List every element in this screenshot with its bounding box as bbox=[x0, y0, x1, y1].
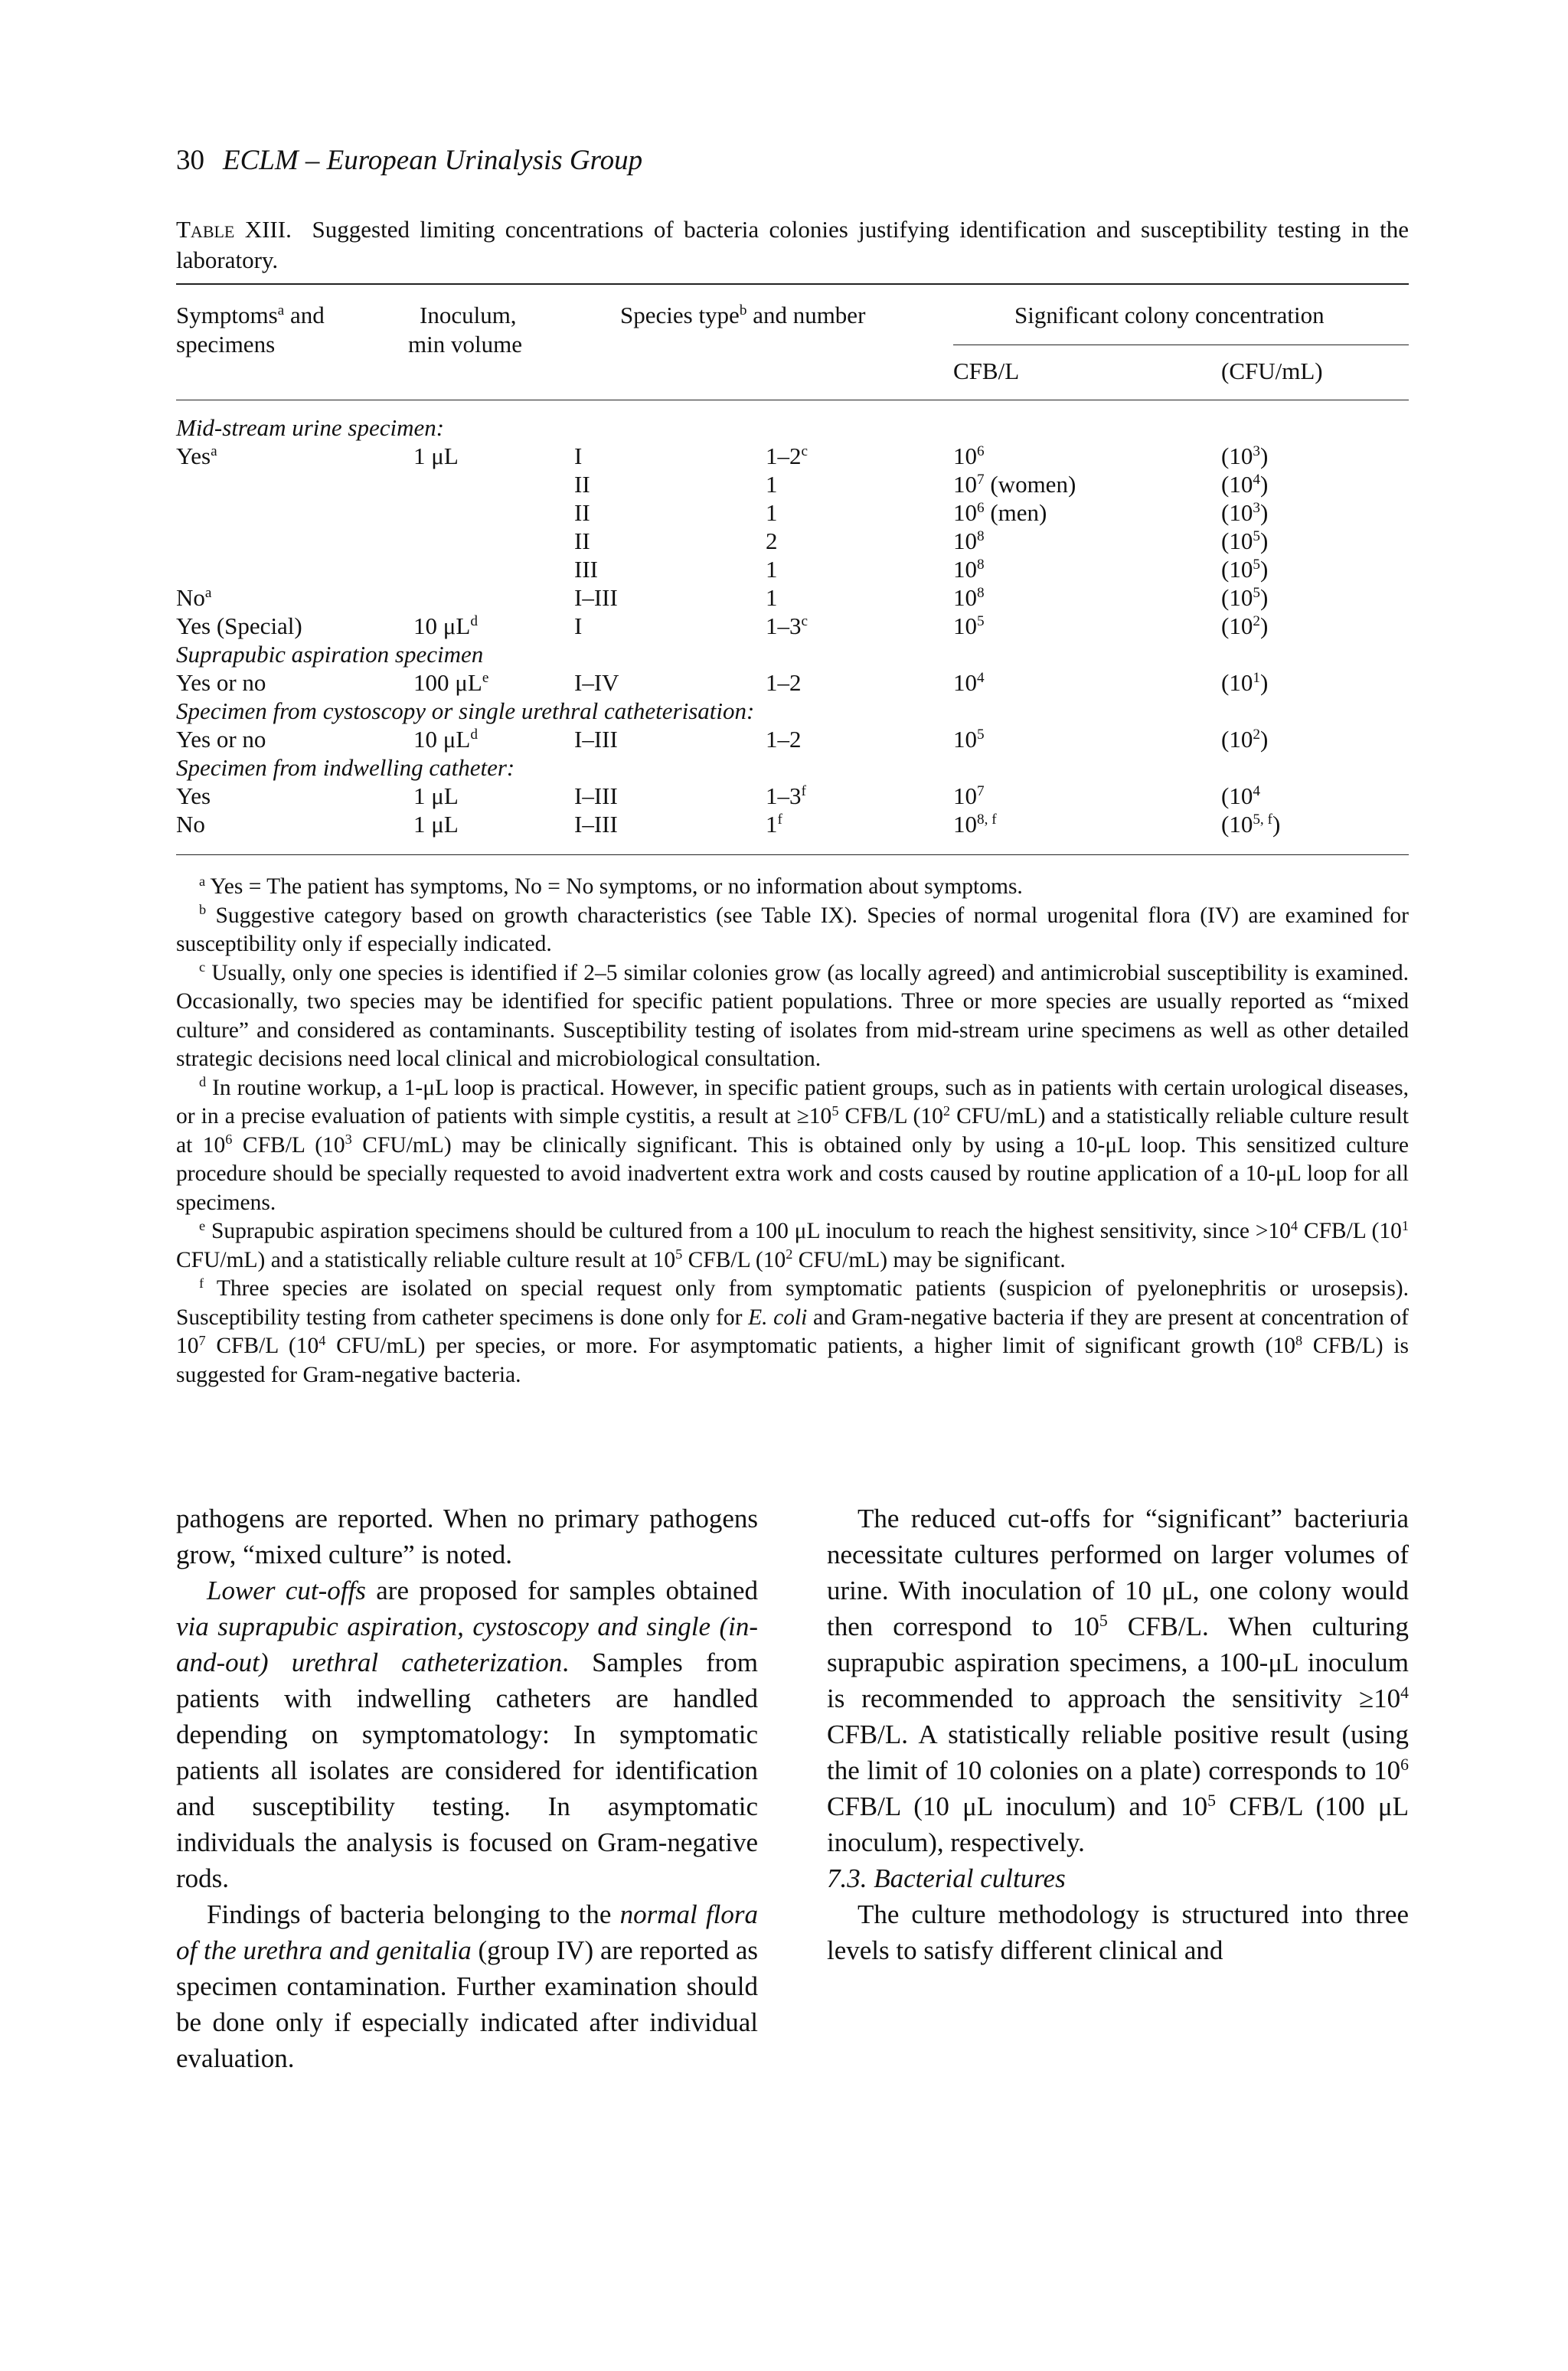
paragraph: The reduced cut-offs for “significant” bacteriuria necessitate cultures performed on larger volumes of urine. With inoculation of 10 μL, one colony would then correspond to $10^5$ CFB/L. When culturing suprapubic aspiration specimens, a 100-μL inoculum is recommended to approach the sensitivity $\ge 10^4$ CFB/L. A statistically reliable positive result (using the limit of 10 colonies on a plate) corresponds to $10^6$ CFB/L (10 μL inoculum) and $10^5$ CFB/L (100 μL inoculum), respectively. bbox=[827, 1504, 1410, 1857]
table-row: No$^a$ I–III 1 $10^8$ $(10^5)$ bbox=[176, 584, 1269, 611]
left-column bbox=[176, 1501, 758, 2076]
table-section-label: Suprapubic aspiration specimen bbox=[176, 641, 484, 668]
section-heading: 7.3. Bacterial cultures bbox=[827, 1863, 1066, 1893]
table-caption-text: Suggested limiting concentrations of bacteria colonies justifying identification and susceptibility testing in the laboratory. bbox=[176, 216, 1410, 273]
table-row: Yes or no 100 μLe I–IV 1–2 $10^4$ $(10^1)$ bbox=[176, 669, 1269, 696]
footnote-d: $^d$ In routine workup, a 1-μL loop is practical. However, in specific patient groups, such as in patients with certain urological diseases, or in a precise evaluation of patients with simple cystitis, a result at $\ge 10^5$ CFB/L ($10^2$ CFU/mL) and a statistically reliable culture result at $10^6$ CFB/L ($10^3$ CFU/mL) may be clinically significant. This is obtained only by using a 10-μL loop. This sensitized culture procedure should be specially requested to avoid inadvertent extra work and costs caused by routine application of a 10-μL loop for all specimens. bbox=[176, 1074, 1410, 1215]
paragraph: Lower cut-offs are proposed for samples obtained via suprapubic aspiration, cystoscopy and single (in-and-out) urethral catheterization. Samples from patients with indwelling catheters are handled depending on symptomatology: In symptomatic patients all isolates are considered for identification and susceptibility testing. In asymptomatic individuals the analysis is focused on Gram-negative rods. bbox=[176, 1576, 758, 1893]
paragraph: Findings of bacteria belonging to the normal flora of the urethra and genitalia (group IV) are reported as specimen contamination. Further examination should be done only if especially indicated after individual evaluation. bbox=[176, 1899, 758, 2073]
header-symptoms: Symptoms$^a$ and bbox=[176, 302, 325, 328]
table-row: Yes 1 μL I–III 1–3$^f$ $10^7$ ($10^4$ bbox=[176, 782, 1260, 809]
table-row: II 1 $10^6$ (men) $(10^3)$ bbox=[574, 499, 1269, 526]
table-row: Yes$^a$ 1 μL I 1–2$^c$ $10^6$ $(10^3)$ bbox=[176, 443, 1269, 469]
footnote-b: $^b$ Suggestive category based on growth characteristics (see Table IX). Species of normal urogenital flora (IV) are examined for susceptibility only if especially indicated. bbox=[176, 902, 1410, 956]
journal-title: ECLM – European Urinalysis Group bbox=[223, 145, 643, 176]
table-row: II 1 $10^7$ (women) $(10^4)$ bbox=[574, 471, 1269, 498]
table-bottom-rule bbox=[176, 854, 1409, 855]
paragraph: The culture methodology is structured into three levels to satisfy different clinical and bbox=[827, 1899, 1409, 1965]
table-row: Yes (Special) 10 $\mu L^d$ I 1–3$^c$ $10^5$ $(10^2)$ bbox=[176, 612, 1269, 639]
table-caption bbox=[176, 214, 1409, 276]
footnote-f: $^f$ Three species are isolated on special request only from symptomatic patients (suspicion of pyelonephritis or urosepsis). Susceptibility testing from catheter specimens is done only for E. coli and Gram-negative bacteria if they are present at concentration of $10^7$ CFB/L ($10^4$ CFU/mL) per species, or more. For asymptomatic patients, a higher limit of significant growth ($10^8$ CFB/L) is suggested for Gram-negative bacteria. bbox=[176, 1275, 1410, 1387]
header-specimens: specimens bbox=[176, 331, 276, 358]
footnote-e: $^e$ Suprapubic aspiration specimens should be cultured from a 100 μL inoculum to reach the highest sensitivity, since $>10^4$ CFB/L ($10^1$ CFU/mL) and a statistically reliable culture result at $10^5$ CFB/L ($10^2$ CFU/mL) may be significant. bbox=[176, 1217, 1409, 1272]
footnote-a: $^a$ Yes = The patient has symptoms, No = No symptoms, or no information about symptoms. bbox=[199, 873, 1023, 899]
table-footnotes bbox=[176, 873, 1409, 1390]
table-row: III 1 $10^8$ $(10^5)$ bbox=[574, 556, 1269, 583]
table-section-label: Specimen from indwelling catheter: bbox=[176, 754, 515, 781]
header-inoculum: Inoculum, bbox=[420, 302, 517, 328]
header-cfu: (CFU/mL) bbox=[1221, 358, 1323, 384]
paragraph: pathogens are reported. When no primary pathogens grow, “mixed culture” is noted. bbox=[176, 1504, 758, 1569]
table-row: II 2 $10^8$ $(10^5)$ bbox=[574, 527, 1269, 554]
footnote-c: $^c$ Usually, only one species is identified if 2–5 similar colonies grow (as locally agreed) and antimicrobial susceptibility is examined. Occasionally, two species may be identified for specific patient populations. Three or more species are usually reported as “mixed culture” and considered as contaminants. Susceptibility testing of isolates from mid-stream urine specimens as well as other detailed strategic decisions need local clinical and microbiological consultation. bbox=[176, 959, 1410, 1071]
table-row: No 1 μL I–III 1$^f$ 10$^{8, f}$ (10$^{5, f}$) bbox=[176, 811, 1281, 838]
header-min-volume: min volume bbox=[408, 331, 522, 358]
right-column bbox=[827, 1501, 1409, 1968]
table-top-rule bbox=[176, 283, 1409, 285]
table-label: Table XIII. bbox=[176, 216, 292, 243]
table-section-label: Mid-stream urine specimen: bbox=[176, 414, 445, 441]
header-significant-concentration: Significant colony concentration bbox=[1014, 302, 1325, 328]
running-head bbox=[176, 142, 642, 179]
header-cfb: CFB/L bbox=[953, 358, 1020, 384]
table-row: Yes or no 10 $\mu L^d$ I–III 1–2 $10^5$ $(10^2)$ bbox=[176, 726, 1269, 753]
header-species: Species type$^b$ and number bbox=[620, 302, 866, 328]
page-number: 30 bbox=[176, 145, 204, 176]
table-section-label: Specimen from cystoscopy or single urethral catheterisation: bbox=[176, 697, 755, 724]
